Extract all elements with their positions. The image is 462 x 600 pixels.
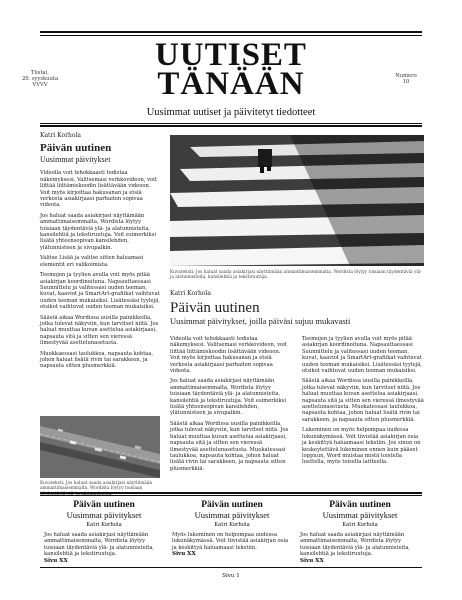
main-article-col1 — [170, 336, 291, 476]
main-col2-paragraph: Teemojen ja tyylien avulla voit myös pitää asiakirjan koordinoituna. Napsauttaessasi Suunnittelu ja valitessasi uuden teeman, kuvat, kaaviot ja SmartArt-grafiikat vaihtuvat uuden teeman mukaisiksi. Lisätessäsi tyylejä, otsikot vaihtuvat uuden teeman mukaisiksi. — [302, 336, 422, 375]
page-number: Sivu 1 — [222, 573, 240, 579]
highway-photo-image — [40, 416, 160, 478]
main-col1-paragraph: Jos haluat saada asiakirjasi näyttämään ammattimaisemmalta, Wordista löytyy toisiaan täydentäviä ylä- ja alatunnisteita, kansilehtiä ja tekstiruutuja. Voit esimerkiksi lisätä yhteensopivan kansilehden, ylätunnisteen ja sivupalkin. — [170, 378, 287, 417]
top-rule-thick — [40, 31, 422, 33]
left-paragraph: Muokkaessasi taulukkoa, napsauta kohtaa, johon haluat lisätä rivin tai sarakkeen, ja napsauta sitten plusmerkkiä. — [40, 350, 154, 370]
bottom-story-headline: Päivän uutinen — [329, 500, 391, 510]
bottom-story-page-ref: Sivu XX — [172, 551, 196, 558]
issue-label: Numero — [395, 73, 417, 79]
masthead-title-line2: TÄNÄÄN — [157, 66, 305, 102]
main-col1-paragraph: Videolla voit tehokkaasti todistaa näkemyksesi. Valitsemasi verkkovideon, voit liittää liittämiskoodin lisättävään videoon. Voit myös kirjoittaa hakusanan ja etsiä verkosta asiakirjaasi parhaiten sopivaa videota. — [170, 336, 287, 375]
bottom-story-3 — [300, 500, 420, 564]
bottom-story-text: Jos haluat saada asiakirjasi näyttämään ammattimaisemmalta, Wordista löytyy toisiaan täydentäviä ylä- ja alatunnisteita, kansilehtiä ja tekstiruutuja. — [44, 532, 155, 558]
crosswalk-photo — [170, 135, 424, 266]
main-col1-paragraph: Säästä aikaa Wordissa uusilla painikkeilla, jotka tulevat näkyviin, kun tarvitset niitä. Jos haluat muuttaa kuvan asettelua asiakirjaasi, napsauta sitä ja sitten sen vieressä ilmestyvää asettelunasetusta. Muokatessasi taulukkoa, napsauta kohtaa, johon haluat lisätä rivin tai sarakkeen, ja napsauta sitten plusmerkkiä. — [170, 420, 289, 472]
bottom-story-page-ref: Sivu XX — [44, 557, 68, 564]
main-subhead: Uusimmat päivitykset, joilla päiväsi sujuu mukavasti — [170, 316, 351, 327]
left-paragraph: Teemojen ja tyylien avulla voit myös pitää asiakirjan koordinoituna. Napsauttaessasi Suunnittelu ja valitessasi uuden teeman, kuvat, kaaviot ja SmartArt-grafiikat vaihtuvat uuden teeman mukaisiksi. Lisätessäsi tyylejä, otsikot vaihtuvat uuden teeman mukaisiksi. — [40, 272, 160, 311]
bottom-section-rule-thin — [40, 495, 422, 496]
bottom-story-byline: Katri Korhola — [342, 522, 378, 528]
bottom-story-subhead: Uusimmat päivitykset — [322, 510, 398, 520]
bottom-story-headline: Päivän uutinen — [73, 500, 135, 510]
main-col2-paragraph: Säästä aikaa Wordissa uusilla painikkeilla, jotka tulevat näkyviin, kun tarvitset niitä. Jos haluat muuttaa kuvan asettelua asiakirjaasi, napsauta sitä ja sitten sen vieressä ilmestyvää asettelunasetusta. Muokatessasi taulukkoa, napsauta kohtaa, johon haluat lisätä rivin tai sarakkeen, ja napsauta sitten plusmerkkiä. — [302, 378, 424, 423]
left-article — [40, 133, 160, 374]
main-byline: Katri Korhola — [170, 290, 211, 297]
masthead-title — [90, 37, 372, 102]
footer-rule — [40, 567, 422, 568]
top-rule-thin — [40, 35, 422, 36]
highway-photo-caption: Kuvateksti: Jos haluat saada asiakirjasi näyttämään ammattimaisemmalta, Wordista löytyy toisiaan — [40, 481, 153, 492]
left-paragraph: Videolla voit tehokkaasti todistaa näkemyksesi. Valitsemasi verkkovideon, voit liittää liittämiskoodin lisättävään videoon. Voit myös kirjoittaa hakusanan ja etsiä verkosta asiakirjaasi parhaiten sopivaa videota. — [40, 170, 157, 209]
masthead-title-line1: UUTISET — [155, 37, 307, 73]
bottom-story-text: Myös lukeminen on helpompaa uudessa lukunäkymässä. Voit tiivistää asiakirjan osia ja keskittyä haluamaasi tekstiin. — [172, 532, 289, 551]
main-col2-paragraph: Lukeminen on myös helpompaa uudessa lukunäkymässä. Voit tiivistää asiakirjan osia ja keskittyä haluamaasi tekstiin. Jos sinun on keskeytettävä lukeminen ennen kuin pääset loppuun, Word muistaa mistä toistella luettella, myös toisella laitteella. — [302, 427, 421, 466]
bottom-story-page-ref: Sivu XX — [300, 557, 324, 564]
left-paragraph: Jos haluat saada asiakirjasi näyttämään ammattimaisemmalta, Wordista löytyy toisiaan täydentäviä ylä- ja alatunnisteita, kansilehtiä ja tekstiruutuja. Voit esimerkiksi lisätä yhteensopivan kansilehden, ylätunnisteen ja sivupalkin. — [40, 212, 157, 251]
left-paragraph: Säästä aikaa Wordissa uusilla painikkeilla, jotka tulevat näkyviin, kun tarvitset niitä. Jos haluat muuttaa kuvan asettelua asiakirjaasi, napsauta sitä ja sitten sen vieressä ilmestyvää asettelunasetusta. — [40, 314, 159, 347]
left-headline: Päivän uutinen — [40, 142, 112, 155]
bottom-story-subhead: Uusimmat päivitykset — [66, 510, 142, 520]
issue-block — [386, 73, 426, 85]
date-block — [20, 70, 60, 89]
bottom-section-rule-thick — [40, 492, 422, 494]
left-paragraph: Valitse Lisää ja valitse sitten haluamasi elementit eri valikoimista. — [40, 255, 144, 268]
issue-number: 10 — [402, 79, 410, 86]
masthead-tagline: Uusimmat uutiset ja päivitetyt tiedotteet — [146, 107, 316, 118]
highway-photo — [40, 416, 160, 478]
main-article-header — [170, 291, 424, 332]
bottom-story-byline: Katri Korhola — [214, 522, 250, 528]
main-article-col2 — [302, 336, 424, 470]
left-subhead: Uusimmat päivitykset — [40, 155, 111, 165]
bottom-story-1 — [44, 500, 164, 564]
date-line-day: 20. syyskuuta — [21, 76, 59, 83]
crosswalk-photo-image — [170, 135, 424, 266]
main-headline: Päivän uutinen — [170, 300, 260, 317]
mast-bottom-rule-thin — [40, 123, 422, 124]
date-line-weekday: Tiistai, — [31, 70, 49, 76]
left-byline: Katri Korhola — [40, 132, 81, 139]
date-line-year: VVVV — [32, 82, 48, 89]
bottom-story-subhead: Uusimmat päivitykset — [194, 510, 270, 520]
bottom-story-headline: Päivän uutinen — [201, 500, 263, 510]
bottom-story-2 — [172, 500, 292, 557]
bottom-story-text: Jos haluat saada asiakirjasi näyttämään ammattimaisemmalta, Wordista löytyy toisiaan täydentäviä ylä- ja alatunnisteita, kansilehtiä ja tekstiruutuja. — [300, 532, 411, 558]
bottom-story-byline: Katri Korhola — [86, 522, 122, 528]
mast-bottom-rule-thick — [40, 125, 422, 127]
crosswalk-photo-caption: Kuvateksti: Jos haluat saada asiakirjasi näyttämään ammattimaisemmalta, Wordista löytyy toisiaan täydentäviä ylä- ja alatunnisteita, kansilehtiä ja tekstiruutuja. — [170, 270, 422, 281]
